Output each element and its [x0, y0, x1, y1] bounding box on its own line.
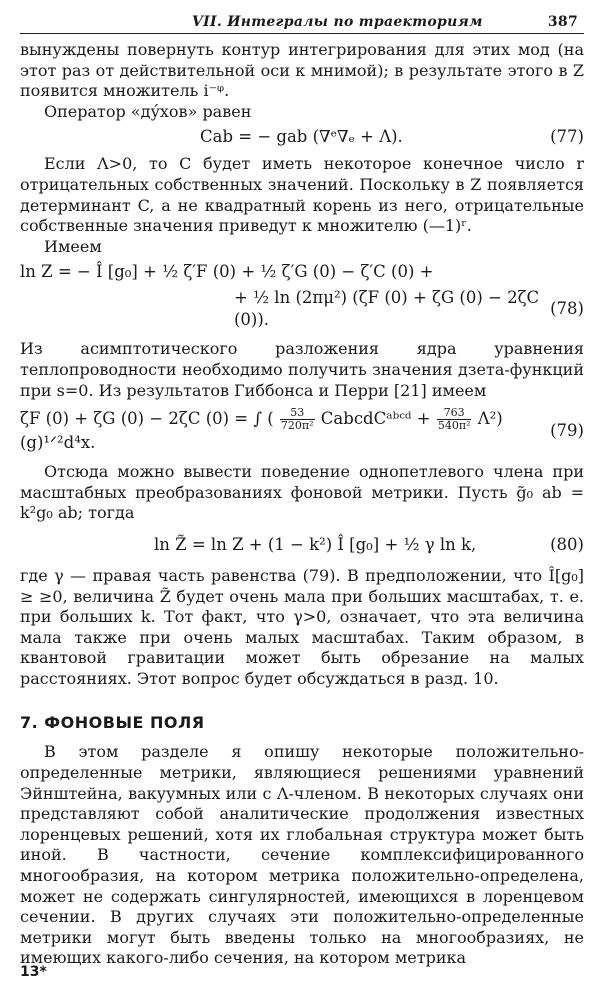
equation-79-frac-2 — [437, 407, 472, 432]
frac-2-denominator: 540π² — [437, 419, 471, 433]
equation-78-number: (78) — [550, 299, 584, 319]
equation-79-lhs: ζF (0) + ζG (0) − 2ζC (0) = ∫ ( — [20, 409, 274, 429]
equation-78-line1: ln Z = − Î [g₀] + ½ ζ′F (0) + ½ ζ′G (0) − ζ′C (0) + — [20, 262, 434, 282]
equation-77 — [20, 126, 584, 148]
equation-77-number: (77) — [550, 127, 584, 147]
paragraph-6: Отсюда можно вывести поведение однопетлевого члена при масштабных преобразованиях фоновой метрики. Пусть g̃₀ ab = k²g₀ ab; тогда — [20, 462, 584, 523]
paragraph-7: где γ — правая часть равенства (79). В предположении, что Î[g₀] ≥ ≥0, величина Z̃ будет очень мала при больших масштабах, т. е. при больших k. Тот факт, что γ>0, означает, что эта величина мала также при очень малых масштабах. Таким образом, в квантовой гравитации может быть обрезание на малых расстояниях. Этот вопрос будет обсуждаться в разд. 10. — [20, 565, 584, 688]
equation-79 — [20, 407, 584, 454]
equation-79-term-1: CabcdCᵃᵇᶜᵈ + — [320, 409, 436, 429]
equation-79-frac-1 — [280, 407, 315, 432]
equation-77-body: Cab = − gab (∇ᵉ∇ₑ + Λ). — [200, 127, 403, 147]
equation-78-line-2 — [20, 287, 584, 331]
frac-1-numerator: 53 — [280, 407, 315, 420]
section-heading: 7. ФОНОВЫЕ ПОЛЯ — [20, 713, 205, 733]
equation-79-term-2: Λ²) (g)¹ᐟ²d⁴x. — [20, 409, 503, 453]
equation-78-line2: + ½ ln (2πμ²) (ζF (0) + ζG (0) − 2ζC (0)). — [234, 288, 540, 330]
frac-2-numerator: 763 — [437, 407, 472, 420]
signature-mark: 13* — [20, 964, 47, 980]
equation-80-body: ln Z̃ = ln Z + (1 − k²) Î [g₀] + ½ γ ln k, — [154, 534, 477, 554]
paragraph-3: Если Λ>0, то C будет иметь некоторое конечное число r отрицательных собственных значений. Поскольку в Z появляется детерминант C, а не квадратный корень из него, отрицательные собственные значения приведут к множителю (—1)ʳ. — [20, 154, 584, 236]
frac-1-denominator: 720π² — [280, 419, 314, 433]
page-number: 387 — [547, 14, 578, 30]
paragraph-8: В этом разделе я опишу некоторые положительно-определенные метрики, являющиеся решениями уравнений Эйнштейна, вакуумных или с Λ-членом. В некоторых случаях они представляют собой аналитические продолжения известных лоренцевых решений, хотя их глобальная структура может быть иной. В частности, сечение комплексифицированного многообразия, на котором метрика положительно-определена, может не содержать сингулярностей, имеющихся в лоренцевом сечении. В других случаях эти положительно-определенные метрики могут быть введены только на многообразиях, не имеющих какого-либо сечения, на котором метрика — [20, 742, 584, 968]
paragraph-have: Имеем — [44, 236, 102, 256]
paragraph-5: Из асимптотического разложения ядра уравнения теплопроводности необходимо получить значения дзета-функций при s=0. Из результатов Гиббонса и Перри [21] имеем — [20, 339, 584, 400]
equation-79-number: (79) — [550, 420, 584, 440]
paragraph-1: вынуждены повернуть контур интегрирования для этих мод (на этот раз от действительной оси к мнимой); в результате этого в Z появится множитель i⁻ᵠ. — [20, 40, 584, 101]
equation-78-line-1 — [20, 261, 584, 283]
running-title: VII. Интегралы по траекториям — [192, 14, 483, 30]
equation-79-body — [20, 407, 542, 454]
running-header — [20, 14, 584, 30]
equation-80 — [20, 534, 584, 556]
equation-80-number: (80) — [550, 534, 584, 554]
page — [20, 14, 584, 969]
paragraph-ghost-operator: Оператор «ду́хов» равен — [44, 101, 252, 121]
